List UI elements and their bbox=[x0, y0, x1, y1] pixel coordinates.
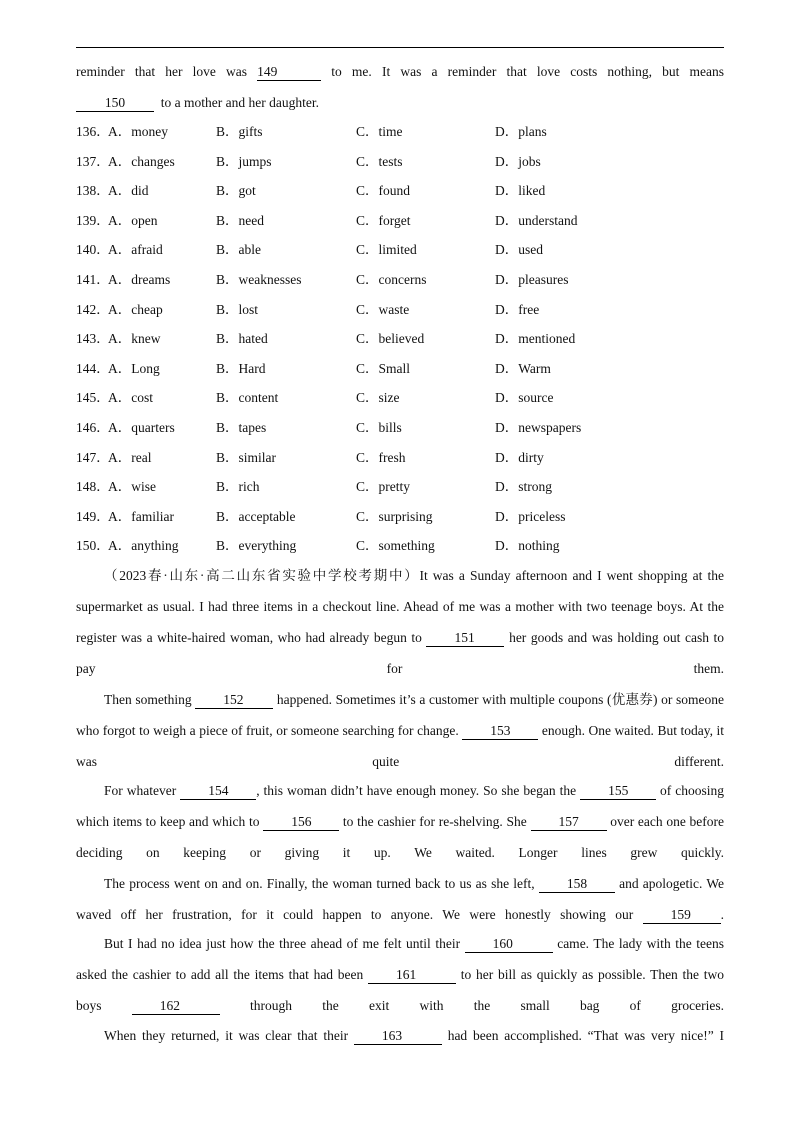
passage-text: , this woman didn’t have enough money. So she began the bbox=[256, 783, 577, 798]
question-row bbox=[76, 354, 724, 384]
passage-text: through the exit with the small bag of groceries. bbox=[250, 998, 725, 1013]
option-a: A．money bbox=[108, 124, 168, 139]
option-b: B．everything bbox=[216, 538, 297, 554]
option-a: A．knew bbox=[108, 331, 161, 347]
option-b: B．need bbox=[216, 212, 264, 228]
passage-paragraph-6 bbox=[76, 1020, 724, 1051]
passage-text: The process went on and on. Finally, the woman turned back to us as she left, bbox=[104, 876, 535, 891]
question-number: 150． bbox=[76, 538, 110, 554]
blank-159: 159 bbox=[643, 906, 721, 924]
question-row bbox=[76, 147, 724, 177]
blank-156: 156 bbox=[263, 813, 339, 831]
option-c: C．fresh bbox=[356, 449, 406, 465]
option-d: D．strong bbox=[495, 479, 552, 495]
option-d: D．Warm bbox=[495, 360, 551, 376]
option-d: D．pleasures bbox=[495, 271, 569, 287]
option-c: C．limited bbox=[356, 242, 417, 258]
blank-150: 150 bbox=[76, 94, 154, 112]
option-b: B．weaknesses bbox=[216, 271, 302, 287]
question-row bbox=[76, 531, 724, 561]
question-row bbox=[76, 117, 724, 147]
intro-line-2 bbox=[76, 87, 724, 118]
option-b: B．got bbox=[216, 183, 256, 199]
options-list bbox=[76, 117, 724, 561]
option-c: C．size bbox=[356, 390, 400, 406]
question-row bbox=[76, 176, 724, 206]
blank-154: 154 bbox=[180, 782, 256, 800]
passage-text: It was a Sunday afternoon and I went shopping at the supermarket as usual. I had three items in a checkout line. Ahead of me was a mother with two teenage boys. At the register was a white-haired woman, who had already begun to bbox=[76, 568, 724, 645]
intro-text: to me. It was a reminder that love costs nothing, but means bbox=[331, 64, 725, 79]
option-d: D．mentioned bbox=[495, 331, 576, 347]
option-b: B．content bbox=[216, 390, 279, 406]
option-a: A．open bbox=[108, 212, 158, 228]
question-row bbox=[76, 502, 724, 532]
option-d: D．plans bbox=[495, 124, 547, 139]
intro-text: reminder that her love was bbox=[76, 64, 248, 79]
passage-text: to her bill as quickly as possible. Then the two boys bbox=[76, 967, 725, 1013]
passage-paragraph-4 bbox=[76, 868, 724, 930]
blank-161: 161 bbox=[368, 966, 456, 984]
option-a: A．dreams bbox=[108, 271, 171, 287]
question-number: 148． bbox=[76, 479, 110, 495]
option-b: B．jumps bbox=[216, 153, 272, 169]
question-row bbox=[76, 235, 724, 265]
option-c: C．something bbox=[356, 538, 435, 554]
blank-149: 149 bbox=[257, 63, 321, 81]
blank-163: 163 bbox=[354, 1027, 442, 1045]
option-a: A．Long bbox=[108, 360, 160, 376]
option-a: A．changes bbox=[108, 153, 175, 169]
option-d: D．jobs bbox=[495, 153, 541, 169]
option-d: D．source bbox=[495, 390, 554, 406]
option-a: A．cheap bbox=[108, 301, 163, 317]
header-rule bbox=[76, 47, 724, 48]
option-c: C．surprising bbox=[356, 508, 433, 524]
passage-text: When they returned, it was clear that their bbox=[104, 1028, 349, 1043]
passage-text: of choosing which items to keep and which to bbox=[76, 783, 725, 829]
option-d: D．priceless bbox=[495, 508, 566, 524]
passage-paragraph-2 bbox=[76, 684, 724, 777]
option-b: B．rich bbox=[216, 479, 260, 495]
blank-151: 151 bbox=[426, 629, 504, 647]
option-d: D．newspapers bbox=[495, 419, 582, 435]
question-row bbox=[76, 206, 724, 236]
option-a: A．quarters bbox=[108, 419, 175, 435]
option-b: B．hated bbox=[216, 331, 268, 347]
passage-text: But I had no idea just how the three ahead of me felt until their bbox=[104, 936, 461, 951]
option-d: D．used bbox=[495, 242, 543, 258]
intro-text: to a mother and her daughter. bbox=[160, 95, 319, 110]
question-row bbox=[76, 413, 724, 443]
option-d: D．understand bbox=[495, 212, 578, 228]
question-number: 138． bbox=[76, 183, 110, 199]
option-c: C．found bbox=[356, 183, 410, 199]
question-number: 140． bbox=[76, 242, 110, 258]
option-b: B．tapes bbox=[216, 419, 267, 435]
passage-text: and apologetic. We waved off her frustration, for it could happen to anyone. We were honestly showing our bbox=[76, 876, 725, 922]
passage-text: happened. Sometimes it’s a customer with multiple coupons (优惠券) or someone who forgot to weigh a piece of fruit, or someone searching for change. bbox=[76, 692, 725, 738]
question-row bbox=[76, 383, 724, 413]
option-b: B．Hard bbox=[216, 360, 266, 376]
option-c: C．concerns bbox=[356, 271, 427, 287]
blank-160: 160 bbox=[465, 935, 553, 953]
option-c: C．Small bbox=[356, 360, 411, 376]
option-c: C．tests bbox=[356, 153, 403, 169]
passage-text: her goods and was holding out cash to pay for them. bbox=[76, 630, 725, 676]
option-d: D．liked bbox=[495, 183, 546, 199]
passage-text: enough. One waited. But today, it was quite different. bbox=[76, 723, 725, 769]
question-row bbox=[76, 443, 724, 473]
passage-text: Then something bbox=[104, 692, 192, 707]
passage-text: to the cashier for re-shelving. She bbox=[342, 814, 527, 829]
passage-paragraph-3 bbox=[76, 775, 724, 868]
option-c: C．forget bbox=[356, 212, 411, 228]
question-number: 136． bbox=[76, 124, 110, 139]
blank-153: 153 bbox=[462, 722, 538, 740]
option-c: C．bills bbox=[356, 419, 402, 435]
option-b: B．similar bbox=[216, 449, 276, 465]
question-number: 139． bbox=[76, 212, 110, 228]
option-b: B．acceptable bbox=[216, 508, 296, 524]
question-number: 144． bbox=[76, 360, 110, 376]
passage-text: For whatever bbox=[104, 783, 177, 798]
option-d: D．nothing bbox=[495, 538, 560, 554]
option-d: D．free bbox=[495, 301, 540, 317]
blank-157: 157 bbox=[531, 813, 607, 831]
passage-text: had been accomplished. “That was very nice!” I bbox=[447, 1028, 725, 1043]
blank-152: 152 bbox=[195, 691, 273, 709]
option-a: A．wise bbox=[108, 479, 156, 495]
question-number: 149． bbox=[76, 508, 110, 524]
option-a: A．did bbox=[108, 183, 149, 199]
passage-paragraph-1 bbox=[76, 560, 724, 684]
option-c: C．time bbox=[356, 124, 403, 139]
question-row bbox=[76, 295, 724, 325]
source-label: （2023春·山东·高二山东省实验中学校考期中） bbox=[104, 568, 420, 583]
question-row bbox=[76, 265, 724, 295]
question-number: 145． bbox=[76, 390, 110, 406]
option-a: A．familiar bbox=[108, 508, 174, 524]
blank-162: 162 bbox=[132, 997, 220, 1015]
blank-158: 158 bbox=[539, 875, 615, 893]
option-c: C．waste bbox=[356, 301, 410, 317]
option-a: A．anything bbox=[108, 538, 179, 554]
question-row bbox=[76, 472, 724, 502]
blank-155: 155 bbox=[580, 782, 656, 800]
question-number: 142． bbox=[76, 301, 110, 317]
question-number: 146． bbox=[76, 419, 110, 435]
passage-paragraph-5 bbox=[76, 928, 724, 1021]
question-row bbox=[76, 324, 724, 354]
option-d: D．dirty bbox=[495, 449, 544, 465]
intro-line-1 bbox=[76, 56, 724, 87]
question-number: 147． bbox=[76, 449, 110, 465]
option-b: B．able bbox=[216, 242, 261, 258]
passage-text: . bbox=[720, 907, 724, 922]
passage-text: came. The lady with the teens asked the cashier to add all the items that had been bbox=[76, 936, 725, 982]
option-a: A．real bbox=[108, 449, 152, 465]
option-c: C．pretty bbox=[356, 479, 410, 495]
question-number: 141． bbox=[76, 271, 110, 287]
option-a: A．cost bbox=[108, 390, 153, 406]
option-a: A．afraid bbox=[108, 242, 163, 258]
question-number: 143． bbox=[76, 331, 110, 347]
question-number: 137． bbox=[76, 153, 110, 169]
passage-text: over each one before deciding on keeping or giving it up. We waited. Longer lines grew quickly. bbox=[76, 814, 725, 860]
option-b: B．lost bbox=[216, 301, 259, 317]
option-c: C．believed bbox=[356, 331, 425, 347]
option-b: B．gifts bbox=[216, 124, 263, 139]
